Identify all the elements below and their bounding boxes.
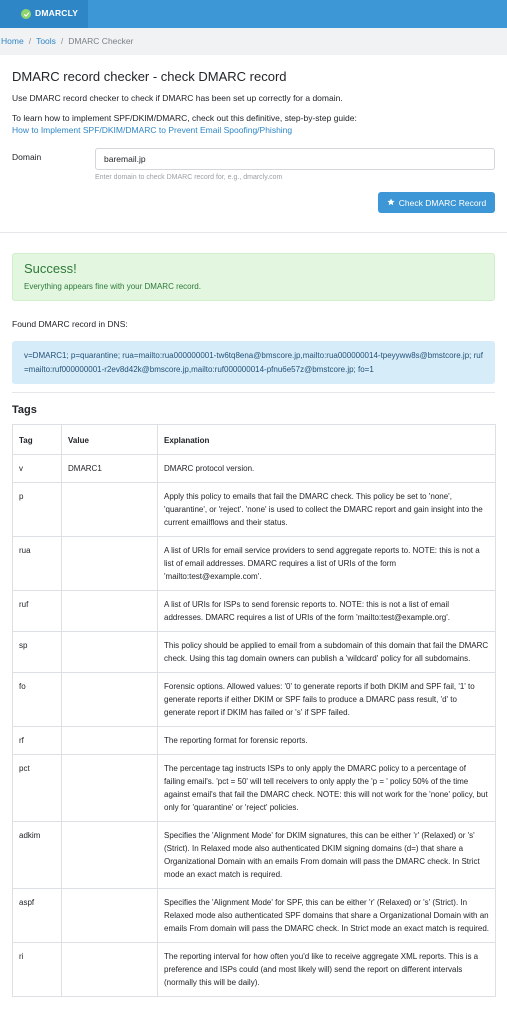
value-cell <box>62 632 158 673</box>
tag-cell: fo <box>13 673 62 727</box>
breadcrumb-separator: / <box>60 35 64 46</box>
guide-text: To learn how to implement SPF/DKIM/DMARC, check out this definitive, step-by-step guide: <box>12 112 357 123</box>
alert-title: Success! <box>24 261 77 277</box>
alert-message: Everything appears fine with your DMARC record. <box>24 282 201 292</box>
column-header-explanation: Explanation <box>158 425 496 455</box>
breadcrumb <box>0 28 507 55</box>
value-cell <box>62 673 158 727</box>
explanation-cell: Specifies the 'Alignment Mode' for SPF, this can be either 'r' (Relaxed) or 's' (Strict). In Relaxed mode also authenticated SPF domains that share a Organizational Domain with an emails From domain will pass the DMARC check. In Strict mode an exact match is required. <box>158 889 496 943</box>
table-row <box>13 673 496 727</box>
explanation-cell: The percentage tag instructs ISPs to only apply the DMARC policy to a percentage of failing email's. 'pct = 50' will tell receivers to only apply the 'p = ' policy 50% of the time against email's that fail the DMARC check. NOTE: this will not work for the 'none' policy, but only for 'quarantine' or 'reject' policies. <box>158 755 496 822</box>
tag-cell: pct <box>13 755 62 822</box>
explanation-cell: A list of URIs for email service providers to send aggregate reports to. NOTE: this is not a list of email addresses. DMARC requires a list of URIs of the form 'mailto:test@example.com'. <box>158 537 496 591</box>
intro-text: Use DMARC record checker to check if DMARC has been set up correctly for a domain. <box>12 93 343 103</box>
tag-cell: aspf <box>13 889 62 943</box>
table-row <box>13 727 496 755</box>
explanation-cell: Forensic options. Allowed values: '0' to generate reports if both DKIM and SPF fail, '1' to generate reports if either DKIM or SPF fails to produce a DMARC pass result, 'd' to generate report if DKIM has failed or 's' if SPF failed. <box>158 673 496 727</box>
value-cell: DMARC1 <box>62 455 158 483</box>
breadcrumb-separator: / <box>28 35 32 46</box>
table-row <box>13 455 496 483</box>
section-divider <box>0 232 507 233</box>
value-cell <box>62 755 158 822</box>
column-header-value: Value <box>62 425 158 455</box>
page-title: DMARC record checker - check DMARC record <box>12 69 287 84</box>
value-cell <box>62 537 158 591</box>
value-cell <box>62 483 158 537</box>
success-alert <box>12 253 495 301</box>
tag-cell: v <box>13 455 62 483</box>
tags-table <box>12 424 496 997</box>
guide-note <box>12 113 495 137</box>
tags-heading: Tags <box>12 404 37 417</box>
explanation-cell: DMARC protocol version. <box>158 455 496 483</box>
brand-logo[interactable] <box>0 0 88 28</box>
domain-label: Domain <box>12 151 42 162</box>
explanation-cell: Apply this policy to emails that fail the DMARC check. This policy be set to 'none', 'quarantine', or 'reject'. 'none' is used to collect the DMARC report and gain insight into the current emailflows and their status. <box>158 483 496 537</box>
tag-cell: rua <box>13 537 62 591</box>
guide-link[interactable]: How to Implement SPF/DKIM/DMARC to Prevent Email Spoofing/Phishing <box>12 124 293 135</box>
check-dmarc-record-button[interactable] <box>378 192 495 213</box>
explanation-cell: This policy should be applied to email from a subdomain of this domain that fail the DMARC check. Using this tag domain owners can publish a 'wildcard' policy for all subdomains. <box>158 632 496 673</box>
breadcrumb-home-link[interactable]: Home <box>1 35 24 46</box>
tag-cell: p <box>13 483 62 537</box>
tag-cell: adkim <box>13 822 62 889</box>
check-circle-icon <box>21 9 31 19</box>
table-row <box>13 822 496 889</box>
table-row <box>13 889 496 943</box>
domain-input[interactable] <box>95 148 495 170</box>
value-cell <box>62 943 158 997</box>
checker-form-section <box>0 68 507 213</box>
value-cell <box>62 727 158 755</box>
found-record-label: Found DMARC record in DNS: <box>12 319 128 330</box>
section-divider <box>12 392 495 393</box>
breadcrumb-current: DMARC Checker <box>68 35 134 46</box>
table-row <box>13 755 496 822</box>
star-icon <box>387 198 395 208</box>
tag-cell: sp <box>13 632 62 673</box>
dmarc-record-text: v=DMARC1; p=quarantine; rua=mailto:rua000000001-tw6tq8ena@bmscore.jp,mailto:rua000000014-tpeyyww8s@bmstcore.jp; ruf=mailto:ruf000000001-r2ev8d42k@bmscore.jp,mailto:ruf000000014-pfnu6e57z@bmstcore.jp; fo=1 <box>12 341 495 384</box>
table-row <box>13 632 496 673</box>
table-row <box>13 537 496 591</box>
breadcrumb-tools-link[interactable]: Tools <box>36 35 56 46</box>
check-button-label: Check DMARC Record <box>398 197 487 208</box>
value-cell <box>62 591 158 632</box>
value-cell <box>62 822 158 889</box>
value-cell <box>62 889 158 943</box>
table-header-row <box>13 425 496 455</box>
domain-form-row <box>12 148 495 183</box>
explanation-cell: Specifies the 'Alignment Mode' for DKIM signatures, this can be either 'r' (Relaxed) or 's' (Strict). In Relaxed mode also authenticated DKIM signing domains (d=) that share a Organizational Domain with an emails From domain will pass the DMARC check. In Strict mode an exact match is required. <box>158 822 496 889</box>
tag-cell: ri <box>13 943 62 997</box>
column-header-tag: Tag <box>13 425 62 455</box>
explanation-cell: The reporting interval for how often you'd like to receive aggregate XML reports. This is a preference and ISPs could (and most likely will) send the report on different intervals (normally this will be daily). <box>158 943 496 997</box>
domain-help-text: Enter domain to check DMARC record for, e.g., dmarcly.com <box>95 173 283 181</box>
tag-cell: ruf <box>13 591 62 632</box>
tag-cell: rf <box>13 727 62 755</box>
table-row <box>13 943 496 997</box>
explanation-cell: The reporting format for forensic reports. <box>158 727 496 755</box>
explanation-cell: A list of URIs for ISPs to send forensic reports to. NOTE: this is not a list of email addresses. DMARC requires a list of URIs of the form 'mailto:test@example.org'. <box>158 591 496 632</box>
top-navbar <box>0 0 507 28</box>
brand-name: DMARCLY <box>35 8 79 19</box>
table-row <box>13 591 496 632</box>
table-row <box>13 483 496 537</box>
